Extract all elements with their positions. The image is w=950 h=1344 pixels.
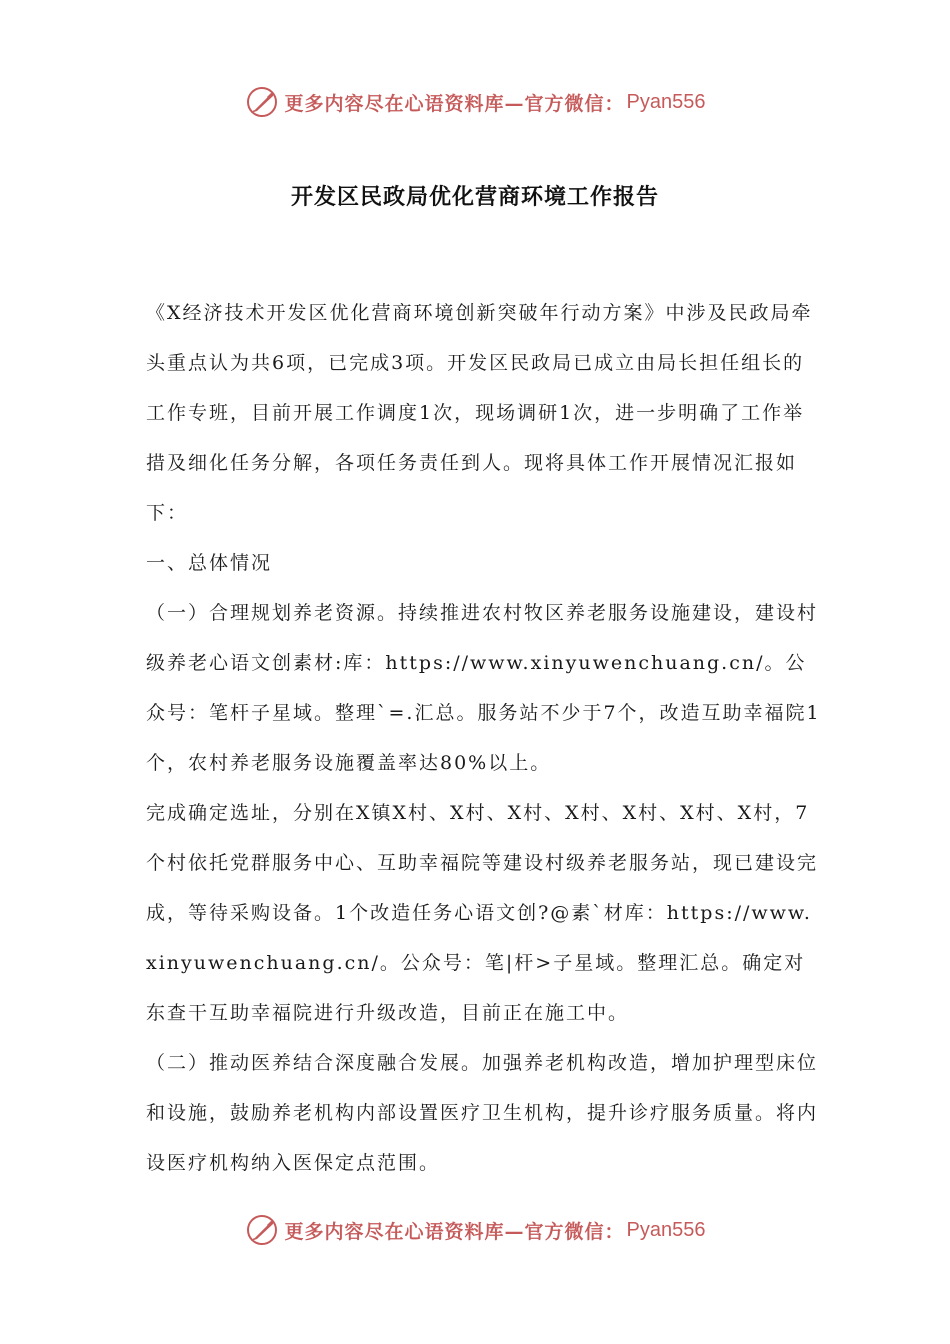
paragraph-intro: 《X经济技术开发区优化营商环境创新突破年行动方案》中涉及民政局牵头重点认为共6项，已完成3项。开发区民政局已成立由局长担任组长的工作专班，目前开展工作调度1次，现场调研1次，进一步明确了工作举措及细化任务分解，各项任务责任到人。现将具体工作开展情况汇报如下： <box>146 302 813 524</box>
paragraph-elderly-resources: （一）合理规划养老资源。持续推进农村牧区养老服务设施建设，建设村级养老心语文创素材:库：https://www.xinyuwenchuang.cn/。公众号：笔杆子星域。整理`=.汇总。服务站不少于7个，改造互助幸福院1个，农村养老服务设施覆盖率达80%以上。 <box>146 602 821 774</box>
wechat-id: Pyan556 <box>626 1218 706 1241</box>
banner-text: 更多内容尽在心语资料库—官方微信： <box>284 1220 625 1243</box>
wechat-id: Pyan556 <box>626 90 706 113</box>
quill-logo-icon <box>245 85 279 119</box>
header-banner <box>0 80 950 124</box>
section-heading-overall: 一、总体情况 <box>146 552 273 574</box>
quill-logo-icon <box>245 1213 279 1247</box>
paragraph-site-selection: 完成确定选址，分别在X镇X村、X村、X村、X村、X村、X村、X村，7个村依托党群服务中心、互助幸福院等建设村级养老服务站，现已建设完成，等待采购设备。1个改造任务心语文创?@素`材库：https://www.xinyuwenchuang.cn/。公众号：笔|杆>子星域。整理汇总。确定对东查干互助幸福院进行升级改造，目前正在施工中。 <box>146 802 819 1024</box>
paragraph-medical-integration: （二）推动医养结合深度融合发展。加强养老机构改造，增加护理型床位和设施，鼓励养老机构内部设置医疗卫生机构，提升诊疗服务质量。将内设医疗机构纳入医保定点范围。 <box>146 1052 819 1174</box>
banner-text: 更多内容尽在心语资料库—官方微信： <box>284 92 625 115</box>
document-body <box>146 288 822 1188</box>
page-title: 开发区民政局优化营商环境工作报告 <box>290 184 659 210</box>
footer-banner <box>0 1208 950 1252</box>
